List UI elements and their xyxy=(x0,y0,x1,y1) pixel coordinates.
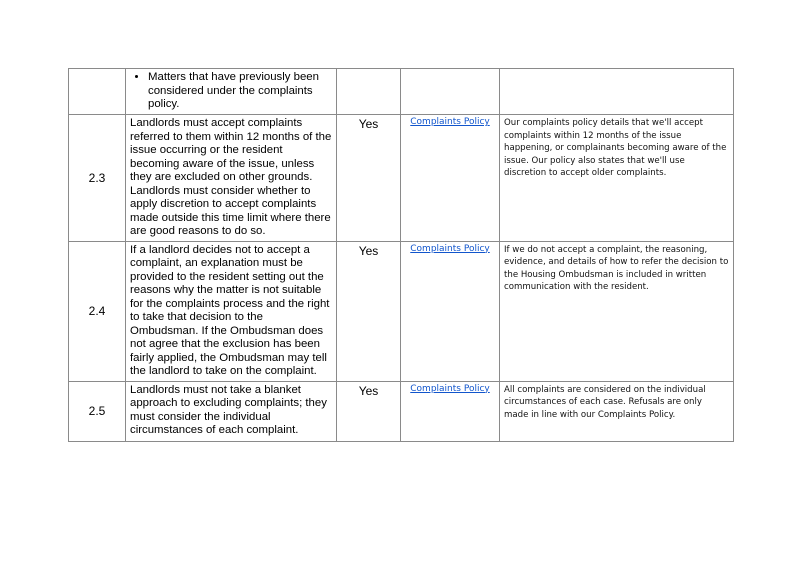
row-number-cell: 2.4 xyxy=(69,241,126,381)
answer-cell: Yes xyxy=(337,241,401,381)
table-row xyxy=(69,381,734,441)
table-row xyxy=(69,69,734,115)
table-row xyxy=(69,115,734,242)
commentary-cell xyxy=(500,69,734,115)
requirement-bullet: • Matters that have previously been considered under the complaints policy. xyxy=(148,71,332,112)
requirement-cell: Landlords must not take a blanket approach to excluding complaints; they must consider the individual circumstances of each complaint. xyxy=(126,381,337,441)
row-number-cell xyxy=(69,69,126,115)
table-row xyxy=(69,241,734,381)
row-number-cell: 2.5 xyxy=(69,381,126,441)
row-number-cell: 2.3 xyxy=(69,115,126,242)
answer-cell: Yes xyxy=(337,115,401,242)
requirement-bullet-list xyxy=(130,71,332,112)
commentary-cell: Our complaints policy details that we'll accept complaints within 12 months of the issue happening, or complainants becoming aware of the issue. Our policy also states that we'll use discretion to accept older complaints. xyxy=(500,115,734,242)
commentary-cell: If we do not accept a complaint, the reasoning, evidence, and details of how to refer the decision to the Housing Ombudsman is included in written communication with the resident. xyxy=(500,241,734,381)
complaints-policy-link[interactable]: Complaints Policy xyxy=(410,117,490,127)
complaints-policy-link[interactable]: Complaints Policy xyxy=(410,383,490,394)
requirement-cell xyxy=(126,69,337,115)
commentary-cell: All complaints are considered on the individual circumstances of each case. Refusals are only made in line with our Complaints Policy. xyxy=(500,381,734,441)
evidence-cell xyxy=(401,381,500,441)
evidence-cell xyxy=(401,69,500,115)
evidence-cell xyxy=(401,115,500,242)
compliance-table xyxy=(68,68,734,442)
evidence-cell xyxy=(401,241,500,381)
requirement-cell: If a landlord decides not to accept a complaint, an explanation must be provided to the resident setting out the reasons why the matter is not suitable for the complaints process and the right to take that decision to the Ombudsman. If the Ombudsman does not agree that the exclusion has been fairly applied, the Ombudsman may tell the landlord to take on the complaint. xyxy=(126,241,337,381)
answer-cell: Yes xyxy=(337,381,401,441)
complaints-policy-link[interactable]: Complaints Policy xyxy=(410,243,490,254)
answer-cell xyxy=(337,69,401,115)
requirement-cell: Landlords must accept complaints referred to them within 12 months of the issue occurring or the resident becoming aware of the issue, unless they are excluded on other grounds. Landlords must consider whether to apply discretion to accept complaints made outside this time limit where there are good reasons to do so. xyxy=(126,115,337,242)
